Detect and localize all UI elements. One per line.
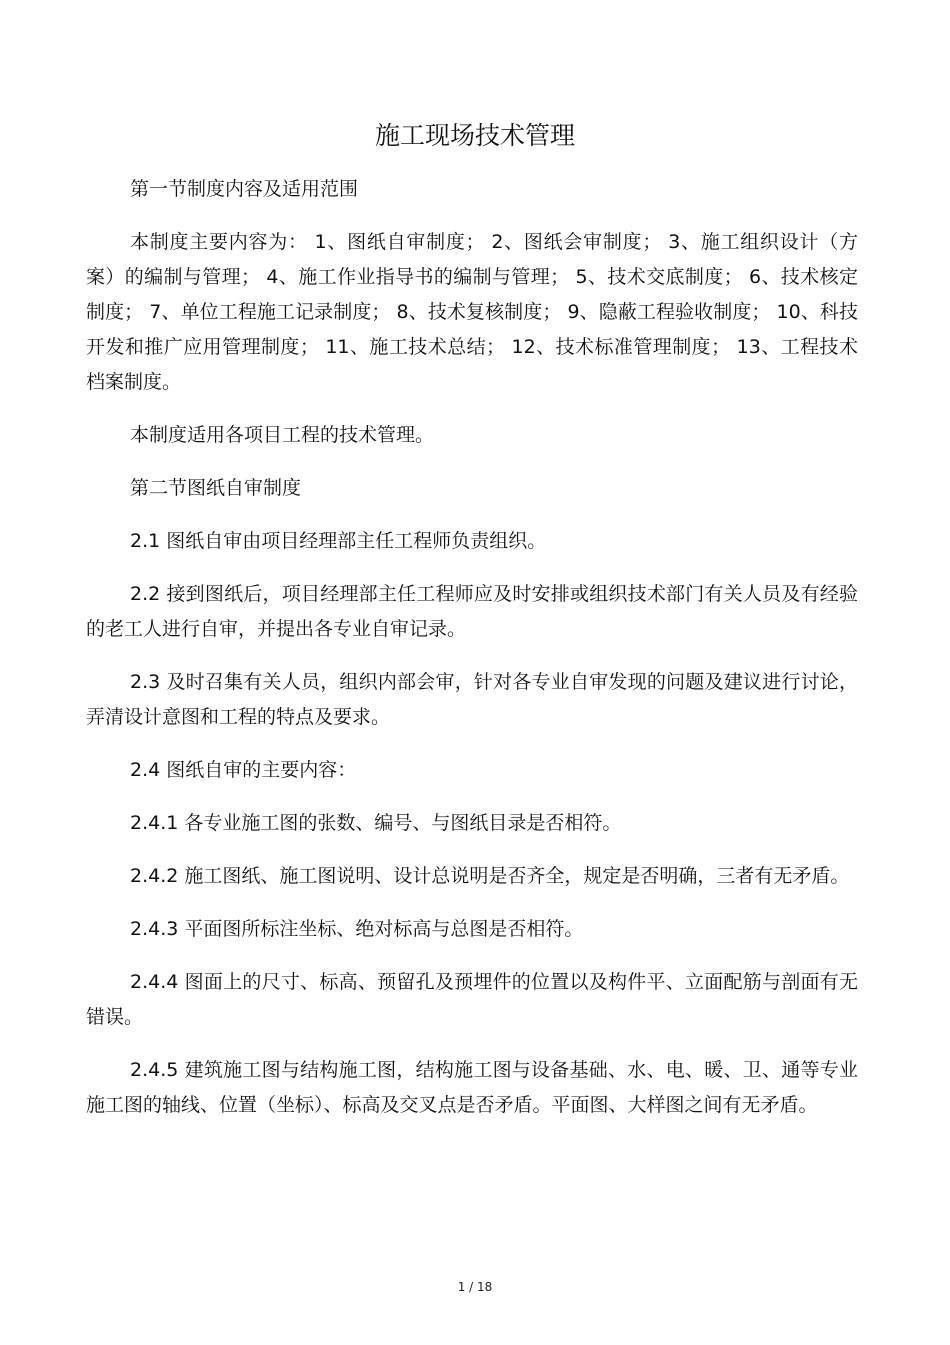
paragraph: 本制度适用各项目工程的技术管理。: [130, 424, 435, 446]
paragraph: 2.4.5 建筑施工图与结构施工图，结构施工图与设备基础、水、电、暖、卫、通等专业施工图的轴线、位置（坐标）、标高及交叉点是否矛盾。平面图、大样图之间有无矛盾。: [86, 1059, 858, 1116]
paragraph: 2.4.4 图面上的尺寸、标高、预留孔及预埋件的位置以及构件平、立面配筋与剖面有无错误。: [86, 971, 858, 1028]
paragraph: 2.4 图纸自审的主要内容：: [130, 759, 357, 781]
paragraph: 本制度主要内容为： 1、图纸自审制度； 2、图纸会审制度； 3、施工组织设计（方案）的编制与管理； 4、施工作业指导书的编制与管理； 5、技术交底制度； 6、技术核定制度； 7、单位工程施工记录制度； 8、技术复核制度； 9、隐蔽工程验收制度； 10、科技开发和推广应用管理制度； 11、施工技术总结； 12、技术标准管理制度； 13、工程技术档案制度。: [86, 231, 858, 393]
document-body: [86, 172, 858, 1141]
section-heading: 第二节图纸自审制度: [130, 477, 302, 499]
paragraph: 2.4.1 各专业施工图的张数、编号、与图纸目录是否相符。: [130, 812, 622, 834]
paragraph: 2.2 接到图纸后，项目经理部主任工程师应及时安排或组织技术部门有关人员及有经验的老工人进行自审，并提出各专业自审记录。: [86, 583, 858, 640]
paragraph: 2.4.2 施工图纸、施工图说明、设计总说明是否齐全，规定是否明确，三者有无矛盾。: [130, 865, 850, 887]
paragraph: 2.4.3 平面图所标注坐标、绝对标高与总图是否相符。: [130, 918, 584, 940]
section-heading: 第一节制度内容及适用范围: [130, 178, 359, 200]
page-indicator: 1 / 18: [457, 1280, 493, 1294]
paragraph: 2.1 图纸自审由项目经理部主任工程师负责组织。: [130, 530, 547, 552]
document-title: 施工现场技术管理: [374, 121, 575, 150]
paragraph: 2.3 及时召集有关人员，组织内部会审，针对各专业自审发现的问题及建议进行讨论，弄清设计意图和工程的特点及要求。: [86, 671, 858, 728]
